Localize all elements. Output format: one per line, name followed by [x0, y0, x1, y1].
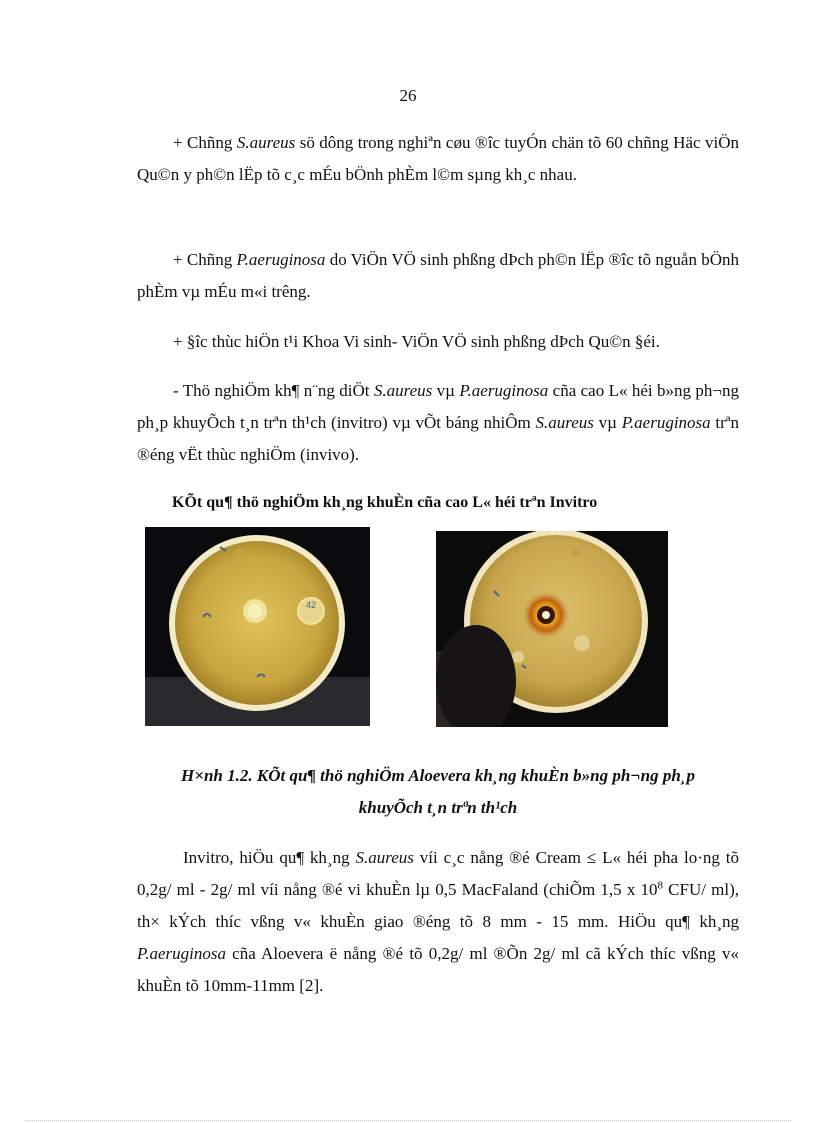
paragraph-lab-location: + §îc thùc hiÖn t¹i Khoa Vi sinh- ViÖn VÖ sinh phßng dÞch Qu©n §éi. [173, 332, 660, 351]
paragraph-strains-saureus: + Chñng S.aureus sö dông trong nghiªn cøu ®îc tuyÓn chän tõ 60 chñng Häc viÖn Qu©n y ph©n lËp tõ c¸c mÉu bÖnh phÈm l©m sµng kh¸c nhau. [137, 133, 739, 184]
footer-divider [25, 1120, 791, 1121]
disc-mark-label: 42 [305, 600, 317, 610]
section-heading: KÕt qu¶ thö nghiÖm kh¸ng khuÈn cña cao L« héi trªn Invitro [172, 494, 598, 511]
paragraph-test-method: - Thö nghiÖm kh¶ n¨ng diÖt S.aureus vµ P.aeruginosa cña cao L« héi b»ng ph¬ng ph¸p khuyÕch t¸n trªn th¹ch (invitro) vµ vÕt báng nhiÔm S.aureus vµ P.aeruginosa trªn ®éng vËt thùc nghiÖm (invivo). [137, 381, 739, 464]
page-number: 26 [399, 86, 417, 105]
paragraph-strains-paeruginosa: + Chñng P.aeruginosa do ViÖn VÖ sinh phßng dÞch ph©n lËp ®îc tõ nguån bÖnh phÈm vµ mÉu m«i trêng. [137, 250, 739, 301]
figure-caption-line1: H×nh 1.2. KÕt qu¶ thö nghiÖm Aloevera kh¸ng khuÈn b»ng ph¬ng ph¸p [181, 766, 695, 785]
petri-dish-photo-right [436, 531, 668, 727]
figure-caption-line2: khuyÕch t¸n trªn th¹ch [358, 798, 518, 817]
paragraph-invitro-results: Invitro, hiÖu qu¶ kh¸ng S.aureus víi c¸c nång ®é Cream ≤ L« héi pha lo·ng tõ 0,2g/ ml - 2g/ ml víi nång ®é vi khuÈn lµ 0,5 MacFaland (chiÕm 1,5 x $10^8$ CFU/ ml), th× kÝch thíc vßng v« khuÈn giao ®éng tõ 8 mm - 15 mm. HiÖu qu¶ kh¸ng P.aeruginosa cña Aloevera ë nång ®é tõ 0,2g/ ml ®Õn 2g/ ml cã kÝch thíc vßng v« khuÈn tõ 10mm-11mm [2]. [137, 848, 739, 995]
petri-dish-photo-left [145, 527, 370, 726]
